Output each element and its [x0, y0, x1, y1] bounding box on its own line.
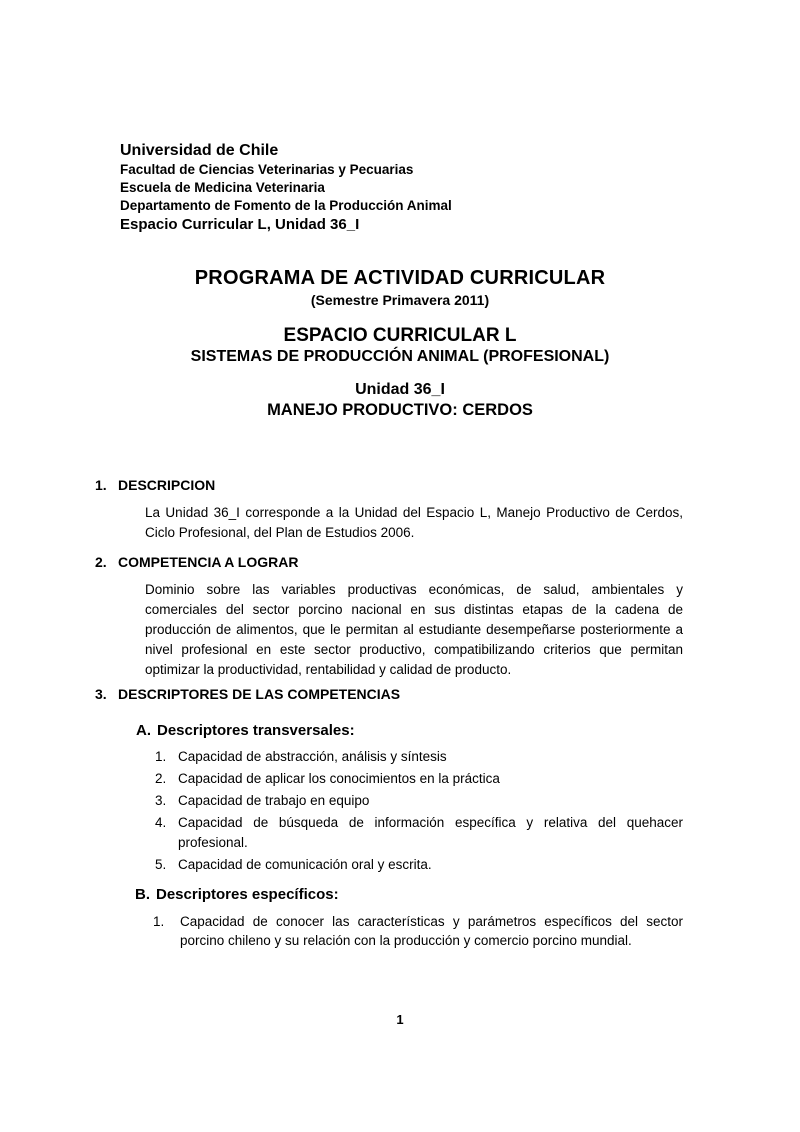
section-1-heading: [95, 476, 800, 495]
section-competencia: [0, 553, 800, 680]
school-name: Escuela de Medicina Veterinaria: [120, 180, 325, 195]
letterhead: [120, 141, 800, 234]
title-block: [0, 265, 800, 421]
curricular-unit-line: Espacio Curricular L, Unidad 36_I: [120, 216, 360, 233]
section-descripcion: [0, 476, 800, 543]
section-1-number: 1.: [95, 477, 107, 493]
espacio-curricular-title: ESPACIO CURRICULAR L: [283, 325, 517, 346]
section-3-title: DESCRIPTORES DE LAS COMPETENCIAS: [118, 686, 401, 702]
list-item-number: 2.: [155, 771, 167, 786]
list-item-number: 1.: [155, 749, 167, 764]
subsection-b-heading: [135, 885, 800, 904]
list-item-number: 3.: [155, 793, 167, 808]
list-item: [155, 769, 800, 789]
list-item-text: Capacidad de abstracción, análisis y síntesis: [178, 749, 447, 764]
subsection-a-label: A.: [136, 722, 151, 739]
unit-number: Unidad 36_I: [355, 381, 445, 398]
program-subtitle: SISTEMAS DE PRODUCCIÓN ANIMAL (PROFESIONAL): [190, 348, 610, 365]
list-item: [153, 912, 800, 950]
document-title: PROGRAMA DE ACTIVIDAD CURRICULAR: [194, 267, 606, 289]
faculty-name: Facultad de Ciencias Veterinarias y Pecuarias: [120, 162, 414, 177]
list-item-text: Capacidad de aplicar los conocimientos en la práctica: [178, 771, 500, 786]
subsection-a-title: Descriptores transversales:: [157, 722, 355, 739]
section-2-body: Dominio sobre las variables productivas económicas, de salud, ambientales y comerciales del sector porcino nacional en sus distintas etapas de la cadena de producción de alimentos, que le permitan al estudiante desempeñarse posteriormente a nivel profesional en este sector productivo, compatibilizando criterios que permitan optimizar la productividad, rentabilidad y calidad de producto.: [145, 582, 683, 677]
department-name: Departamento de Fomento de la Producción Animal: [120, 198, 452, 213]
list-item-text: Capacidad de búsqueda de información específica y relativa del quehacer profesional.: [178, 815, 683, 850]
semester-subtitle: (Semestre Primavera 2011): [310, 292, 490, 308]
transversales-list: [155, 747, 800, 875]
subsection-b-title: Descriptores específicos:: [156, 886, 339, 903]
subsection-b-label: B.: [135, 886, 150, 903]
subsection-especificos: [135, 885, 800, 950]
section-1-body: La Unidad 36_I corresponde a la Unidad del Espacio L, Manejo Productivo de Cerdos, Ciclo Profesional, del Plan de Estudios 2006.: [145, 505, 683, 540]
institution-name: Universidad de Chile: [120, 142, 279, 159]
section-3-number: 3.: [95, 686, 107, 702]
list-item: [155, 855, 800, 875]
list-item-text: Capacidad de comunicación oral y escrita.: [178, 857, 432, 872]
section-descriptores: [0, 685, 800, 950]
section-3-heading: [95, 685, 800, 704]
page-number: 1: [396, 1012, 404, 1027]
section-2-title: COMPETENCIA A LOGRAR: [118, 554, 299, 570]
list-item-number: 1.: [153, 914, 165, 929]
subsection-a-heading: [136, 721, 800, 740]
section-2-heading: [95, 553, 800, 572]
list-item: [155, 791, 800, 811]
subsection-transversales: [136, 721, 800, 875]
list-item: [155, 747, 800, 767]
especificos-list: [153, 912, 800, 950]
list-item: [155, 813, 800, 853]
list-item-number: 4.: [155, 815, 167, 830]
unit-subject-title: MANEJO PRODUCTIVO: CERDOS: [267, 401, 533, 419]
section-2-number: 2.: [95, 554, 107, 570]
list-item-number: 5.: [155, 857, 167, 872]
list-item-text: Capacidad de trabajo en equipo: [178, 793, 370, 808]
section-1-title: DESCRIPCION: [118, 477, 216, 493]
list-item-text: Capacidad de conocer las características y parámetros específicos del sector porcino chileno y su relación con la producción y comercio porcino mundial.: [180, 914, 683, 948]
